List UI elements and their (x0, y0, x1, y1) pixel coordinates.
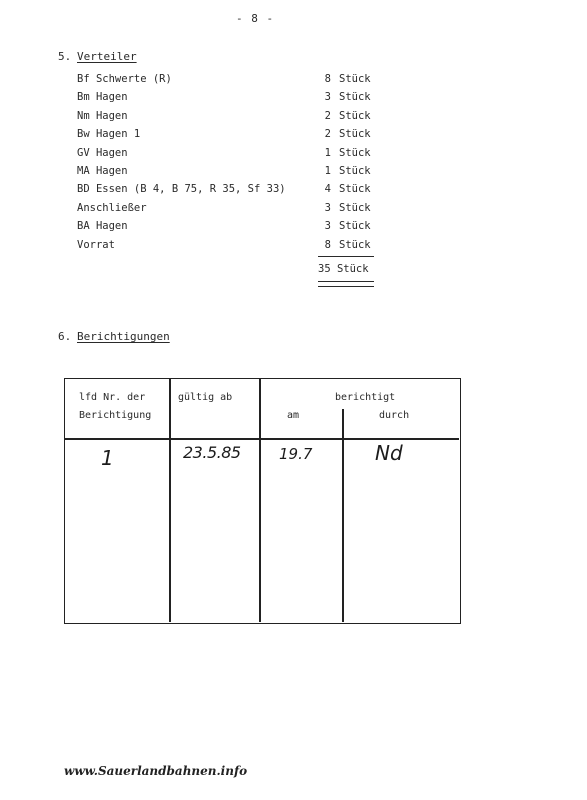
quantity: 3 (324, 220, 331, 233)
list-item (77, 182, 377, 200)
unit: Stück (339, 146, 371, 159)
unit: Stück (339, 238, 371, 251)
unit: Stück (339, 109, 371, 122)
recipient-name: Bw Hagen 1 (77, 128, 141, 141)
recipient-name: GV Hagen (77, 146, 128, 159)
header-lfd-nr: lfd Nr. der (79, 392, 146, 403)
entry-signature: Nd (375, 441, 403, 465)
quantity: 2 (324, 128, 331, 141)
recipient-name: Anschließer (77, 201, 147, 214)
entry-number: 1 (101, 446, 114, 470)
list-item (77, 109, 377, 127)
unit: Stück (339, 91, 371, 104)
table-header-rule (65, 438, 459, 440)
section-5-title: Verteiler (77, 50, 137, 63)
total-double-underline (318, 281, 374, 287)
quantity: 1 (324, 146, 331, 159)
list-item (77, 72, 377, 90)
recipient-name: MA Hagen (77, 164, 128, 177)
unit: Stück (339, 201, 371, 214)
list-item (77, 219, 377, 237)
table-divider (342, 409, 344, 622)
page-number: - 8 - (236, 12, 275, 25)
section-6-number: 6. (58, 330, 72, 343)
header-berichtigung: Berichtigung (79, 410, 152, 421)
section-5-number: 5. (58, 50, 72, 63)
list-item (77, 238, 377, 256)
corrections-table (64, 378, 461, 624)
quantity: 3 (324, 201, 331, 214)
list-item (77, 90, 377, 108)
recipient-name: Vorrat (77, 238, 115, 251)
header-gueltig-ab: gültig ab (178, 392, 233, 403)
unit: Stück (339, 183, 371, 196)
header-am: am (287, 410, 300, 421)
header-durch: durch (379, 410, 410, 421)
quantity: 2 (324, 109, 331, 122)
quantity: 3 (324, 91, 331, 104)
unit: Stück (339, 128, 371, 141)
recipient-name: Bm Hagen (77, 91, 128, 104)
total-quantity: 35 Stück (318, 263, 369, 275)
section-6-title: Berichtigungen (77, 330, 170, 343)
quantity: 8 (324, 73, 331, 85)
table-divider (169, 379, 171, 622)
list-item (77, 146, 377, 164)
list-item (77, 127, 377, 145)
recipient-name: BA Hagen (77, 220, 128, 233)
sum-rule (318, 256, 374, 257)
footer-url: www.Sauerlandbahnen.info (64, 764, 248, 778)
list-item (77, 201, 377, 219)
unit: Stück (339, 73, 371, 85)
recipient-name: Nm Hagen (77, 109, 128, 122)
distribution-list (77, 72, 377, 256)
recipient-name: Bf Schwerte (R) (77, 73, 172, 85)
recipient-name: BD Essen (B 4, B 75, R 35, Sf 33) (77, 183, 286, 196)
list-item (77, 164, 377, 182)
quantity: 8 (324, 238, 331, 251)
unit: Stück (339, 164, 371, 177)
table-divider (259, 379, 261, 622)
header-berichtigt: berichtigt (335, 392, 396, 403)
unit: Stück (339, 220, 371, 233)
quantity: 1 (324, 164, 331, 177)
quantity: 4 (324, 183, 331, 196)
entry-date: 19.7 (279, 445, 313, 463)
entry-valid-from: 23.5.85 (183, 443, 241, 462)
